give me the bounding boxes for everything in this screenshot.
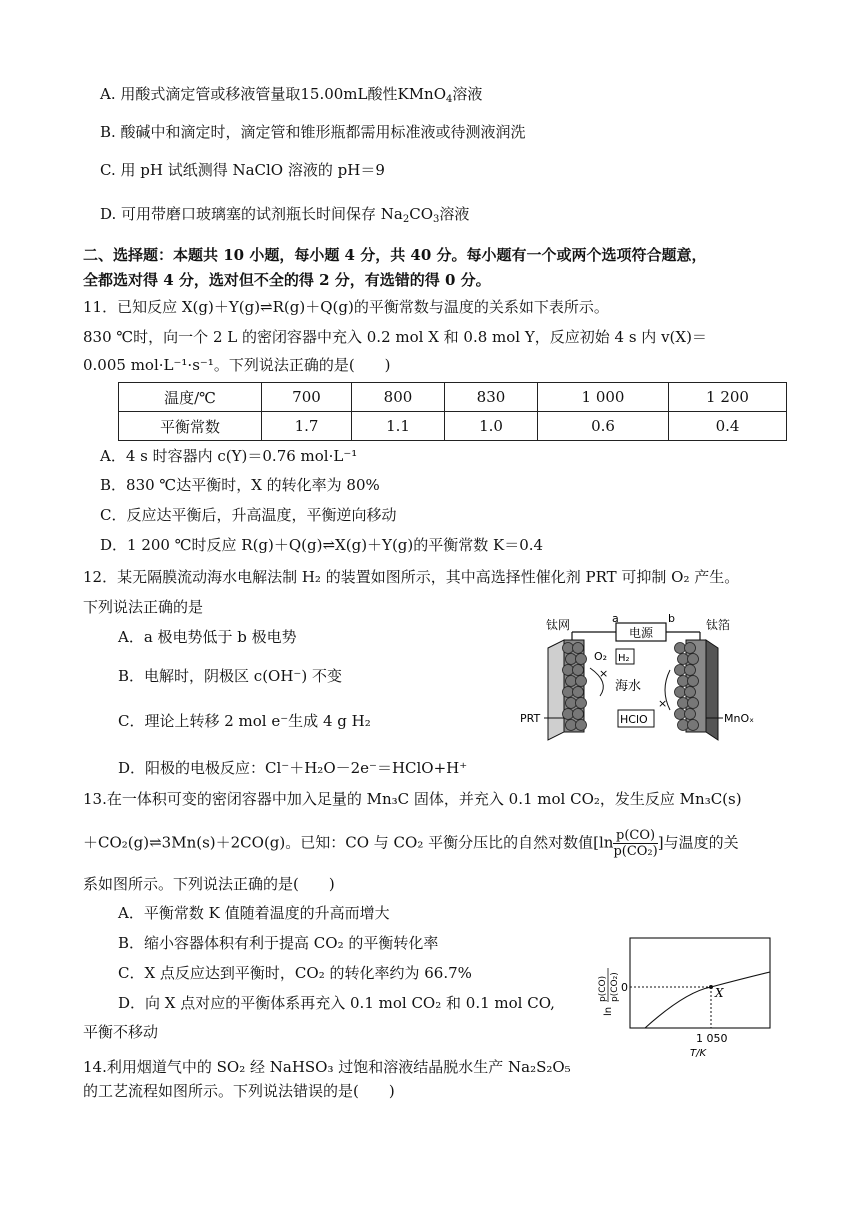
terminal-b-label: b bbox=[668, 612, 675, 625]
catalyst-sphere bbox=[573, 687, 584, 698]
catalyst-sphere bbox=[576, 698, 587, 709]
pressure-ratio-fraction: $\frac{p(CO)}{\text{p(CO₂)}}$ bbox=[613, 828, 658, 859]
table-cell: 1.1 bbox=[352, 412, 445, 441]
table-cell: 1 200 bbox=[669, 383, 787, 412]
catalyst-sphere bbox=[573, 709, 584, 720]
q11-option-a: A．4 s 时容器内 c(Y)＝0.76 mol·L⁻¹ bbox=[100, 447, 358, 465]
table-cell: 1.0 bbox=[445, 412, 538, 441]
catalyst-sphere bbox=[576, 676, 587, 687]
ln-ratio-temperature-graph bbox=[585, 930, 785, 1060]
q13-option-b: B．缩小容器体积有利于提高 CO₂ 的平衡转化率 bbox=[118, 934, 439, 952]
table-cell: 1 000 bbox=[538, 383, 669, 412]
table-cell: 0.4 bbox=[669, 412, 787, 441]
graph-frame bbox=[630, 938, 770, 1028]
section-heading-line2: 全都选对得 4 分，选对但不全的得 2 分，有选错的得 0 分。 bbox=[83, 271, 491, 289]
point-x-label: X bbox=[715, 986, 724, 1000]
titanium-mesh-label: 钛网 bbox=[546, 618, 571, 632]
left-electrode-side bbox=[548, 640, 564, 740]
q13-stem-line1: 13.在一体积可变的密闭容器中加入足量的 Mn₃C 固体，并充入 0.1 mol CO₂，发生反应 Mn₃C(s) bbox=[83, 790, 742, 808]
q11-stem-line2: 830 ℃时，向一个 2 L 的密闭容器中充入 0.2 mol X 和 0.8 mol Y，反应初始 4 s 内 v(X)＝ bbox=[83, 328, 707, 346]
catalyst-sphere bbox=[576, 654, 587, 665]
x-axis-label: T/K bbox=[690, 1048, 707, 1059]
catalyst-sphere bbox=[675, 643, 686, 654]
q10-option-a: A. 用酸式滴定管或移液管量取15.00mL酸性KMnO$_4$溶液 bbox=[100, 85, 483, 105]
terminal-a-label: a bbox=[612, 612, 619, 625]
q12-option-b: B．电解时，阴极区 c(OH⁻) 不变 bbox=[118, 667, 342, 685]
catalyst-sphere bbox=[688, 654, 699, 665]
q12-option-a: A．a 极电势低于 b 极电势 bbox=[118, 628, 297, 646]
prt-label: PRT bbox=[520, 712, 541, 725]
catalyst-sphere bbox=[563, 709, 574, 720]
svg-text:ln: ln bbox=[603, 1006, 614, 1016]
catalyst-sphere bbox=[573, 643, 584, 654]
q11-option-b: B．830 ℃达平衡时，X 的转化率为 80% bbox=[100, 476, 380, 494]
catalyst-sphere bbox=[573, 665, 584, 676]
y-axis-label bbox=[598, 968, 620, 1016]
electrolysis-diagram bbox=[520, 610, 780, 750]
svg-text:p(CO₂): p(CO₂) bbox=[610, 972, 620, 1002]
q10-option-d: D. 可用带磨口玻璃塞的试剂瓶长时间保存 $Na_2CO_3$溶液 bbox=[100, 205, 470, 225]
catalyst-sphere bbox=[563, 687, 574, 698]
table-cell: 1.7 bbox=[262, 412, 352, 441]
table-cell: 温度/℃ bbox=[119, 383, 262, 412]
catalyst-sphere bbox=[688, 720, 699, 731]
q13-stem-line3: 系如图所示。下列说法正确的是( ) bbox=[83, 875, 335, 893]
q12-stem-line1: 12．某无隔膜流动海水电解法制 H₂ 的装置如图所示，其中高选择性催化剂 PRT 可抑制 O₂ 产生。 bbox=[83, 568, 740, 586]
catalyst-sphere bbox=[566, 654, 577, 665]
h2-label: H₂ bbox=[618, 653, 630, 664]
q14-stem-line1: 14.利用烟道气中的 SO₂ 经 NaHSO₃ 过饱和溶液结晶脱水生产 Na₂S₂O₅ bbox=[83, 1058, 571, 1076]
q13-option-d: D．向 X 点对应的平衡体系再充入 0.1 mol CO₂ 和 0.1 mol CO, bbox=[118, 994, 555, 1012]
seawater-label: 海水 bbox=[615, 679, 642, 694]
catalyst-sphere bbox=[685, 643, 696, 654]
cross-mark-top: × bbox=[599, 667, 609, 680]
table-cell: 800 bbox=[352, 383, 445, 412]
table-row bbox=[119, 383, 787, 412]
table-row bbox=[119, 412, 787, 441]
q13-option-a: A．平衡常数 K 值随着温度的升高而增大 bbox=[118, 904, 390, 922]
power-label: 电源 bbox=[628, 626, 654, 640]
mnox-label: MnOₓ bbox=[724, 712, 755, 725]
catalyst-sphere bbox=[675, 709, 686, 720]
catalyst-sphere bbox=[685, 665, 696, 676]
catalyst-sphere bbox=[678, 676, 689, 687]
catalyst-sphere bbox=[678, 698, 689, 709]
svg-text:p(CO): p(CO) bbox=[598, 975, 608, 1002]
catalyst-sphere bbox=[688, 698, 699, 709]
x-tick-label: 1 050 bbox=[696, 1032, 728, 1045]
table-cell: 700 bbox=[262, 383, 352, 412]
hclo-label: HClO bbox=[620, 713, 648, 726]
q11-stem-line3: 0.005 mol·L⁻¹·s⁻¹。下列说法正确的是( ) bbox=[83, 356, 391, 374]
q11-option-d: D．1 200 ℃时反应 R(g)＋Q(g)⇌X(g)＋Y(g)的平衡常数 K＝0.4 bbox=[100, 536, 544, 554]
table-cell: 830 bbox=[445, 383, 538, 412]
right-electrode-side bbox=[706, 640, 718, 740]
point-x-marker bbox=[709, 985, 713, 989]
catalyst-sphere bbox=[563, 665, 574, 676]
catalyst-sphere bbox=[576, 720, 587, 731]
q11-stem-line1: 11．已知反应 X(g)＋Y(g)⇌R(g)＋Q(g)的平衡常数与温度的关系如下表所示。 bbox=[83, 298, 609, 316]
catalyst-sphere bbox=[685, 709, 696, 720]
catalyst-sphere bbox=[675, 665, 686, 676]
o2-label: O₂ bbox=[594, 650, 608, 663]
q14-stem-line2: 的工艺流程如图所示。下列说法错误的是( ) bbox=[83, 1082, 395, 1100]
q11-option-c: C．反应达平衡后，升高温度，平衡逆向移动 bbox=[100, 506, 397, 524]
q13-stem-line2: ＋CO₂(g)⇌3Mn(s)＋2CO(g)。已知：CO 与 CO₂ 平衡分压比的自然对数值[ln $\frac{p(CO)}{\text{p(CO₂)}}$ ]与温度的关 bbox=[83, 828, 739, 859]
zero-tick-label: 0 bbox=[621, 981, 628, 994]
q12-stem-line2: 下列说法正确的是 bbox=[83, 598, 204, 616]
catalyst-sphere bbox=[688, 676, 699, 687]
q13-option-c: C．X 点反应达到平衡时，CO₂ 的转化率约为 66.7% bbox=[118, 964, 472, 982]
catalyst-sphere bbox=[678, 654, 689, 665]
q12-option-d: D．阳极的电极反应：Cl⁻＋H₂O－2e⁻＝HClO+H⁺ bbox=[118, 759, 468, 777]
catalyst-sphere bbox=[685, 687, 696, 698]
q10-option-a-text: A. 用酸式滴定管或移液管量取15.00mL酸性KMnO bbox=[100, 85, 447, 103]
titanium-foil-label: 钛箔 bbox=[706, 618, 731, 632]
catalyst-sphere bbox=[563, 643, 574, 654]
equilibrium-constant-table bbox=[118, 382, 787, 441]
table-cell: 平衡常数 bbox=[119, 412, 262, 441]
q10-option-c: C. 用 pH 试纸测得 NaClO 溶液的 pH＝9 bbox=[100, 161, 385, 179]
table-cell: 0.6 bbox=[538, 412, 669, 441]
catalyst-sphere bbox=[566, 676, 577, 687]
cross-mark-bottom: × bbox=[658, 697, 668, 710]
catalyst-sphere bbox=[566, 698, 577, 709]
catalyst-sphere bbox=[675, 687, 686, 698]
catalyst-sphere bbox=[566, 720, 577, 731]
q12-option-c: C．理论上转移 2 mol e⁻生成 4 g H₂ bbox=[118, 712, 371, 730]
catalyst-sphere bbox=[678, 720, 689, 731]
q10-option-b: B. 酸碱中和滴定时，滴定管和锥形瓶都需用标准液或待测液润洗 bbox=[100, 123, 526, 141]
section-heading-line1: 二、选择题：本题共 10 小题，每小题 4 分，共 40 分。每小题有一个或两个选项符合题意， bbox=[83, 246, 707, 264]
q13-option-d-cont: 平衡不移动 bbox=[83, 1023, 159, 1041]
